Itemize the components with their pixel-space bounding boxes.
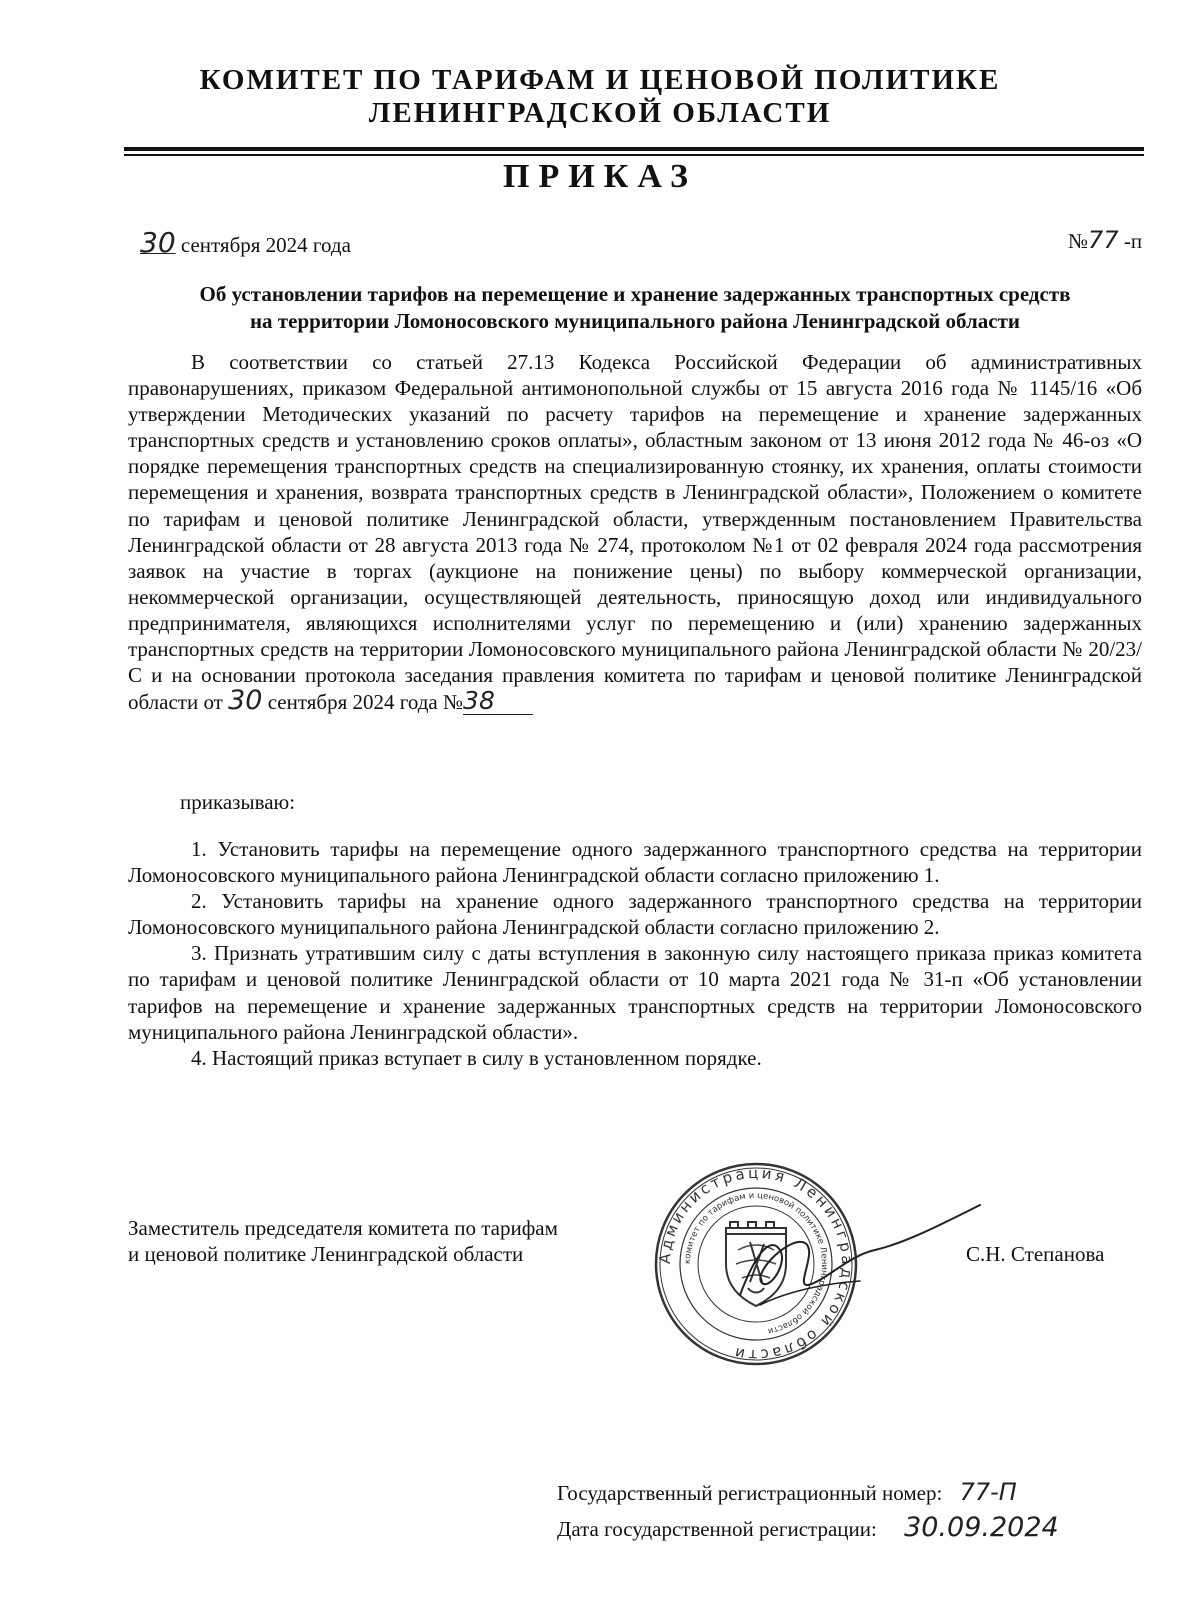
header-rule-thick: [124, 147, 1144, 151]
protocol-number-prefix: №: [443, 690, 464, 715]
document-type-title: ПРИКАЗ: [503, 158, 697, 195]
order-subject: [120, 281, 1150, 335]
signature-scribble: [700, 1195, 1000, 1325]
order-item-2: 2. Установить тарифы на хранение одного задержанного транспортного средства на территории Ломоносовского муниципального района Ленинградской области согласно приложению 2.: [128, 889, 1142, 940]
order-item-1: 1. Установить тарифы на перемещение одного задержанного транспортного средства на территории Ломоносовского муниципального района Ленинградской области согласно приложению 1.: [128, 837, 1142, 888]
order-number: [1068, 226, 1142, 254]
seal-outer-text: Администрация Ленинградской области: [655, 1163, 857, 1365]
registration-number-row: [557, 1478, 1017, 1506]
registration-number-value: 77-П: [959, 1478, 1017, 1506]
order-day-handwritten: 30: [140, 226, 176, 259]
registration-date-row: [557, 1512, 1059, 1543]
preamble-day-handwritten: 30: [228, 685, 263, 717]
seal-inner-text: комитет по тарифам и ценовой политике Ленинградской области: [682, 1190, 830, 1336]
order-subject-line1: Об установлении тарифов на перемещение и хранение задержанных транспортных средств: [199, 282, 1071, 306]
signatory-title-line1: Заместитель председателя комитета по тарифам: [128, 1216, 558, 1240]
order-item-3: 3. Признать утратившим силу с даты вступления в законную силу настоящего приказа приказ комитета по тарифам и ценовой политике Ленинградской области от 10 марта 2021 года № 31-п «Об установлении тарифов на перемещение и хранение задержанных транспортных средств на территории Ломоносовского муниципального района Ленинградской области».: [128, 941, 1142, 1044]
registration-date-value: 30.09.2024: [904, 1512, 1059, 1543]
order-number-handwritten: 77: [1088, 226, 1119, 254]
header-rule-thin: [124, 154, 1144, 156]
order-number-suffix: -п: [1123, 229, 1143, 253]
order-date: [140, 226, 351, 259]
order-items: [128, 836, 1142, 1071]
order-number-prefix: №: [1068, 229, 1089, 253]
org-name-line1: КОМИТЕТ ПО ТАРИФАМ И ЦЕНОВОЙ ПОЛИТИКЕ: [199, 64, 1001, 96]
protocol-number-handwritten: 38: [463, 688, 533, 715]
order-date-text: сентября 2024 года: [180, 233, 351, 257]
order-word: приказываю:: [180, 790, 296, 814]
order-subject-line2: на территории Ломоносовского муниципального района Ленинградской области: [249, 309, 1021, 333]
registration-number-label: Государственный регистрационный номер:: [557, 1481, 943, 1505]
preamble-paragraph: [128, 349, 1142, 715]
order-item-4: 4. Настоящий приказ вступает в силу в установленном порядке.: [191, 1045, 762, 1070]
org-name-line2: ЛЕНИНГРАДСКОЙ ОБЛАСТИ: [368, 97, 832, 129]
preamble-text: В соответствии со статьей 27.13 Кодекса Российской Федерации об административных правонарушениях, приказом Федеральной антимонопольной службы от 15 августа 2016 года № 1145/16 «Об утверждении Методических указаний по расчету тарифов на перемещение и хранение задержанных транспортных средств и установлению сроков оплаты», областным законом от 13 июня 2012 года № 46-оз «О порядке перемещения транспортных средств на специализированную стоянку, их хранения, оплаты стоимости перемещения и хранения, возврата транспортных средств в Ленинградской области», Положением о комитете по тарифам и ценовой политике Ленинградской области, утвержденным постановлением Правительства Ленинградской области от 28 августа 2013 года № 274, протоколом №1 от 02 февраля 2024 года рассмотрения заявок на участие в торгах (аукционе на понижение цены) по выбору коммерческой организации, некоммерческой организации, осуществляющей деятельность, приносящую доход или индивидуального предпринимателя, являющихся исполнителями услуг по перемещению и (или) хранению задержанных транспортных средств на территории Ломоносовского муниципального района Ленинградской области № 20/23/С и на основании протокола заседания правления комитета по тарифам и ценовой политике Ленинградской области от: [128, 350, 1142, 715]
signatory-title: [128, 1215, 558, 1267]
registration-date-label: Дата государственной регистрации:: [557, 1517, 877, 1541]
signatory-title-line2: и ценовой политике Ленинградской области: [128, 1242, 524, 1266]
signatory-name: С.Н. Степанова: [966, 1242, 1105, 1266]
preamble: [128, 349, 1142, 715]
preamble-tail: сентября 2024 года: [267, 690, 438, 715]
